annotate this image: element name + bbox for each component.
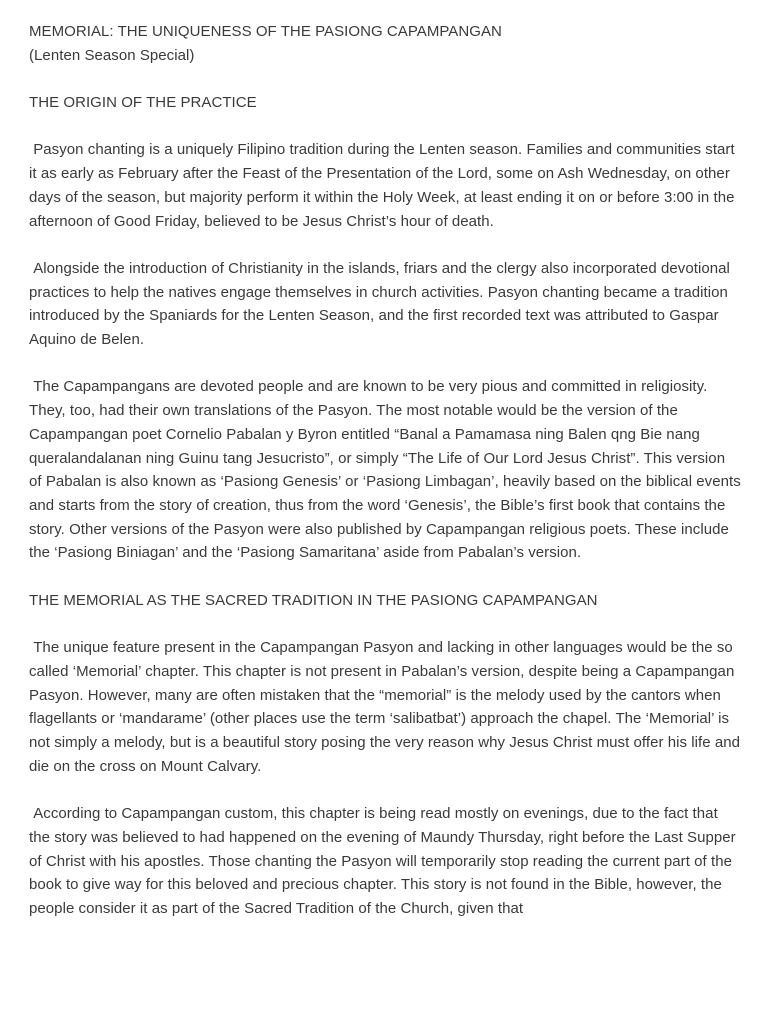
paragraph-4: The unique feature present in the Capampangan Pasyon and lacking in other languages would be the so called ‘Memorial’ chapter. This chapter is not present in Pabalan’s version, despite being a Capampangan Pasyon. However, many are often mistaken that the “memorial” is the melody used by the cantors when flagellants or ‘mandarame’ (other places use the term ‘salibatbat’) approach the chapel. The ‘Memorial’ is not simply a melody, but is a beautiful story posing the very reason why Jesus Christ must offer his life and die on the cross on Mount Calvary. xyxy=(29,639,745,775)
article-title: MEMORIAL: THE UNIQUENESS OF THE PASIONG CAPAMPANGAN xyxy=(29,23,502,40)
paragraph-1: Pasyon chanting is a uniquely Filipino tradition during the Lenten season. Families and communities start it as early as February after the Feast of the Presentation of the Lord, some on Ash Wednesday, on other days of the season, but majority perform it within the Holy Week, at least ending it on or before 3:00 in the afternoon of Good Friday, believed to be Jesus Christ’s hour of death. xyxy=(29,141,739,230)
spacer xyxy=(29,778,741,802)
spacer xyxy=(29,613,741,637)
paragraph-5: According to Capampangan custom, this chapter is being read mostly on evenings, due to the fact that the story was believed to had happened on the evening of Maundy Thursday, right before the Last Supper of Christ with his apostles. Those chanting the Pasyon will temporarily stop reading the current part of the book to give way for this beloved and precious chapter. This story is not found in the Bible, however, the people consider it as part of the Sacred Tradition of the Church, given that xyxy=(29,805,740,917)
article-subtitle: (Lenten Season Special) xyxy=(29,46,195,64)
spacer xyxy=(29,565,741,589)
section-heading-origin: THE ORIGIN OF THE PRACTICE xyxy=(29,94,257,112)
paragraph-2: Alongside the introduction of Christianity in the islands, friars and the clergy also incorporated devotional practices to help the natives engage themselves in church activities. Pasyon chanting became a tradition introduced by the Spaniards for the Lenten Season, and the first recorded text was attributed to Gaspar Aquino de Belen. xyxy=(29,259,735,349)
paragraph-3: The Capampangans are devoted people and are known to be very pious and committed in religiosity. They, too, had their own translations of the Pasyon. The most notable would be the version of the Capampangan poet Cornelio Pabalan y Byron entitled “Banal a Pamamasa ning Balen qng Bie nang queralandalanan ning Guinu tang Jesucristo”, or simply “The Life of Our Lord Jesus Christ”. This version of Pabalan is also known as ‘Pasiong Genesis’ or ‘Pasiong Limbagan’, heavily based on the biblical events and starts from the story of creation, thus from the word ‘Genesis’, the Bible’s first book that contains the story. Other versions of the Pasyon were also published by Capampangan religious poets. These include the ‘Pasiong Biniagan’ and the ‘Pasiong Samaritana’ aside from Pabalan’s version. xyxy=(29,378,746,562)
spacer xyxy=(29,115,741,139)
spacer xyxy=(29,352,741,376)
spacer xyxy=(29,233,741,257)
spacer xyxy=(29,67,741,91)
section-heading-memorial: THE MEMORIAL AS THE SACRED TRADITION IN THE PASIONG CAPAMPANGAN xyxy=(29,591,598,609)
article-body xyxy=(29,20,746,921)
